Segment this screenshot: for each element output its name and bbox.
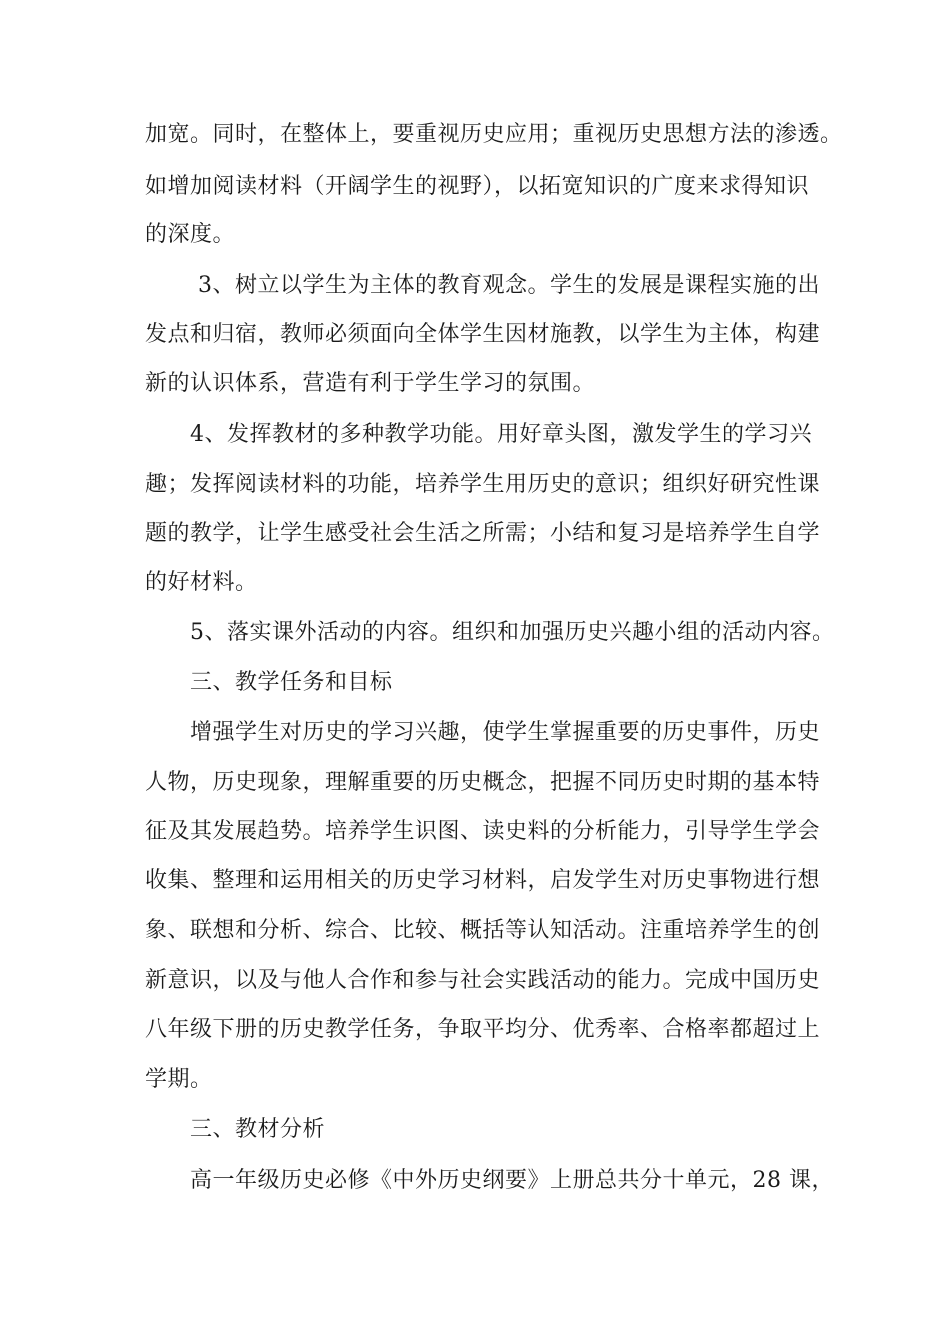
text-line: 发点和归宿，教师必须面向全体学生因材施教，以学生为主体，构建 [145, 322, 821, 347]
text-line: 5、落实课外活动的内容。组织和加强历史兴趣小组的活动内容。 [190, 620, 835, 645]
text-line: 高一年级历史必修《中外历史纲要》上册总共分十单元，28 课， [190, 1168, 834, 1193]
text-line: 的深度。 [145, 222, 236, 247]
text-line: 的好材料。 [145, 570, 258, 595]
text-line: 新的认识体系，营造有利于学生学习的氛围。 [145, 371, 596, 396]
section-heading: 三、教学任务和目标 [190, 670, 393, 695]
text-line: 人物，历史现象，理解重要的历史概念，把握不同历史时期的基本特 [145, 770, 821, 795]
text-line: 征及其发展趋势。培养学生识图、读史料的分析能力，引导学生学会 [145, 819, 821, 844]
text-line: 3、树立以学生为主体的教育观念。学生的发展是课程实施的出 [198, 273, 820, 298]
text-line: 增强学生对历史的学习兴趣，使学生掌握重要的历史事件，历史 [190, 720, 821, 745]
text-line: 学期。 [145, 1067, 213, 1092]
text-line: 八年级下册的历史教学任务，争取平均分、优秀率、合格率都超过上 [145, 1017, 821, 1042]
text-line: 4、发挥教材的多种教学功能。用好章头图，激发学生的学习兴 [190, 422, 812, 447]
text-line: 趣；发挥阅读材料的功能，培养学生用历史的意识；组织好研究性课 [145, 472, 821, 497]
text-line: 加宽。同时，在整体上，要重视历史应用；重视历史思想方法的渗透。 [145, 122, 843, 147]
text-line: 新意识，以及与他人合作和参与社会实践活动的能力。完成中国历史 [145, 968, 821, 993]
text-line: 题的教学，让学生感受社会生活之所需；小结和复习是培养学生自学 [145, 521, 821, 546]
text-line: 如增加阅读材料（开阔学生的视野），以拓宽知识的广度来求得知识 [145, 174, 810, 199]
section-heading: 三、教材分析 [190, 1117, 326, 1142]
text-line: 收集、整理和运用相关的历史学习材料，启发学生对历史事物进行想 [145, 868, 821, 893]
text-line: 象、联想和分析、综合、比较、概括等认知活动。注重培养学生的创 [145, 918, 821, 943]
